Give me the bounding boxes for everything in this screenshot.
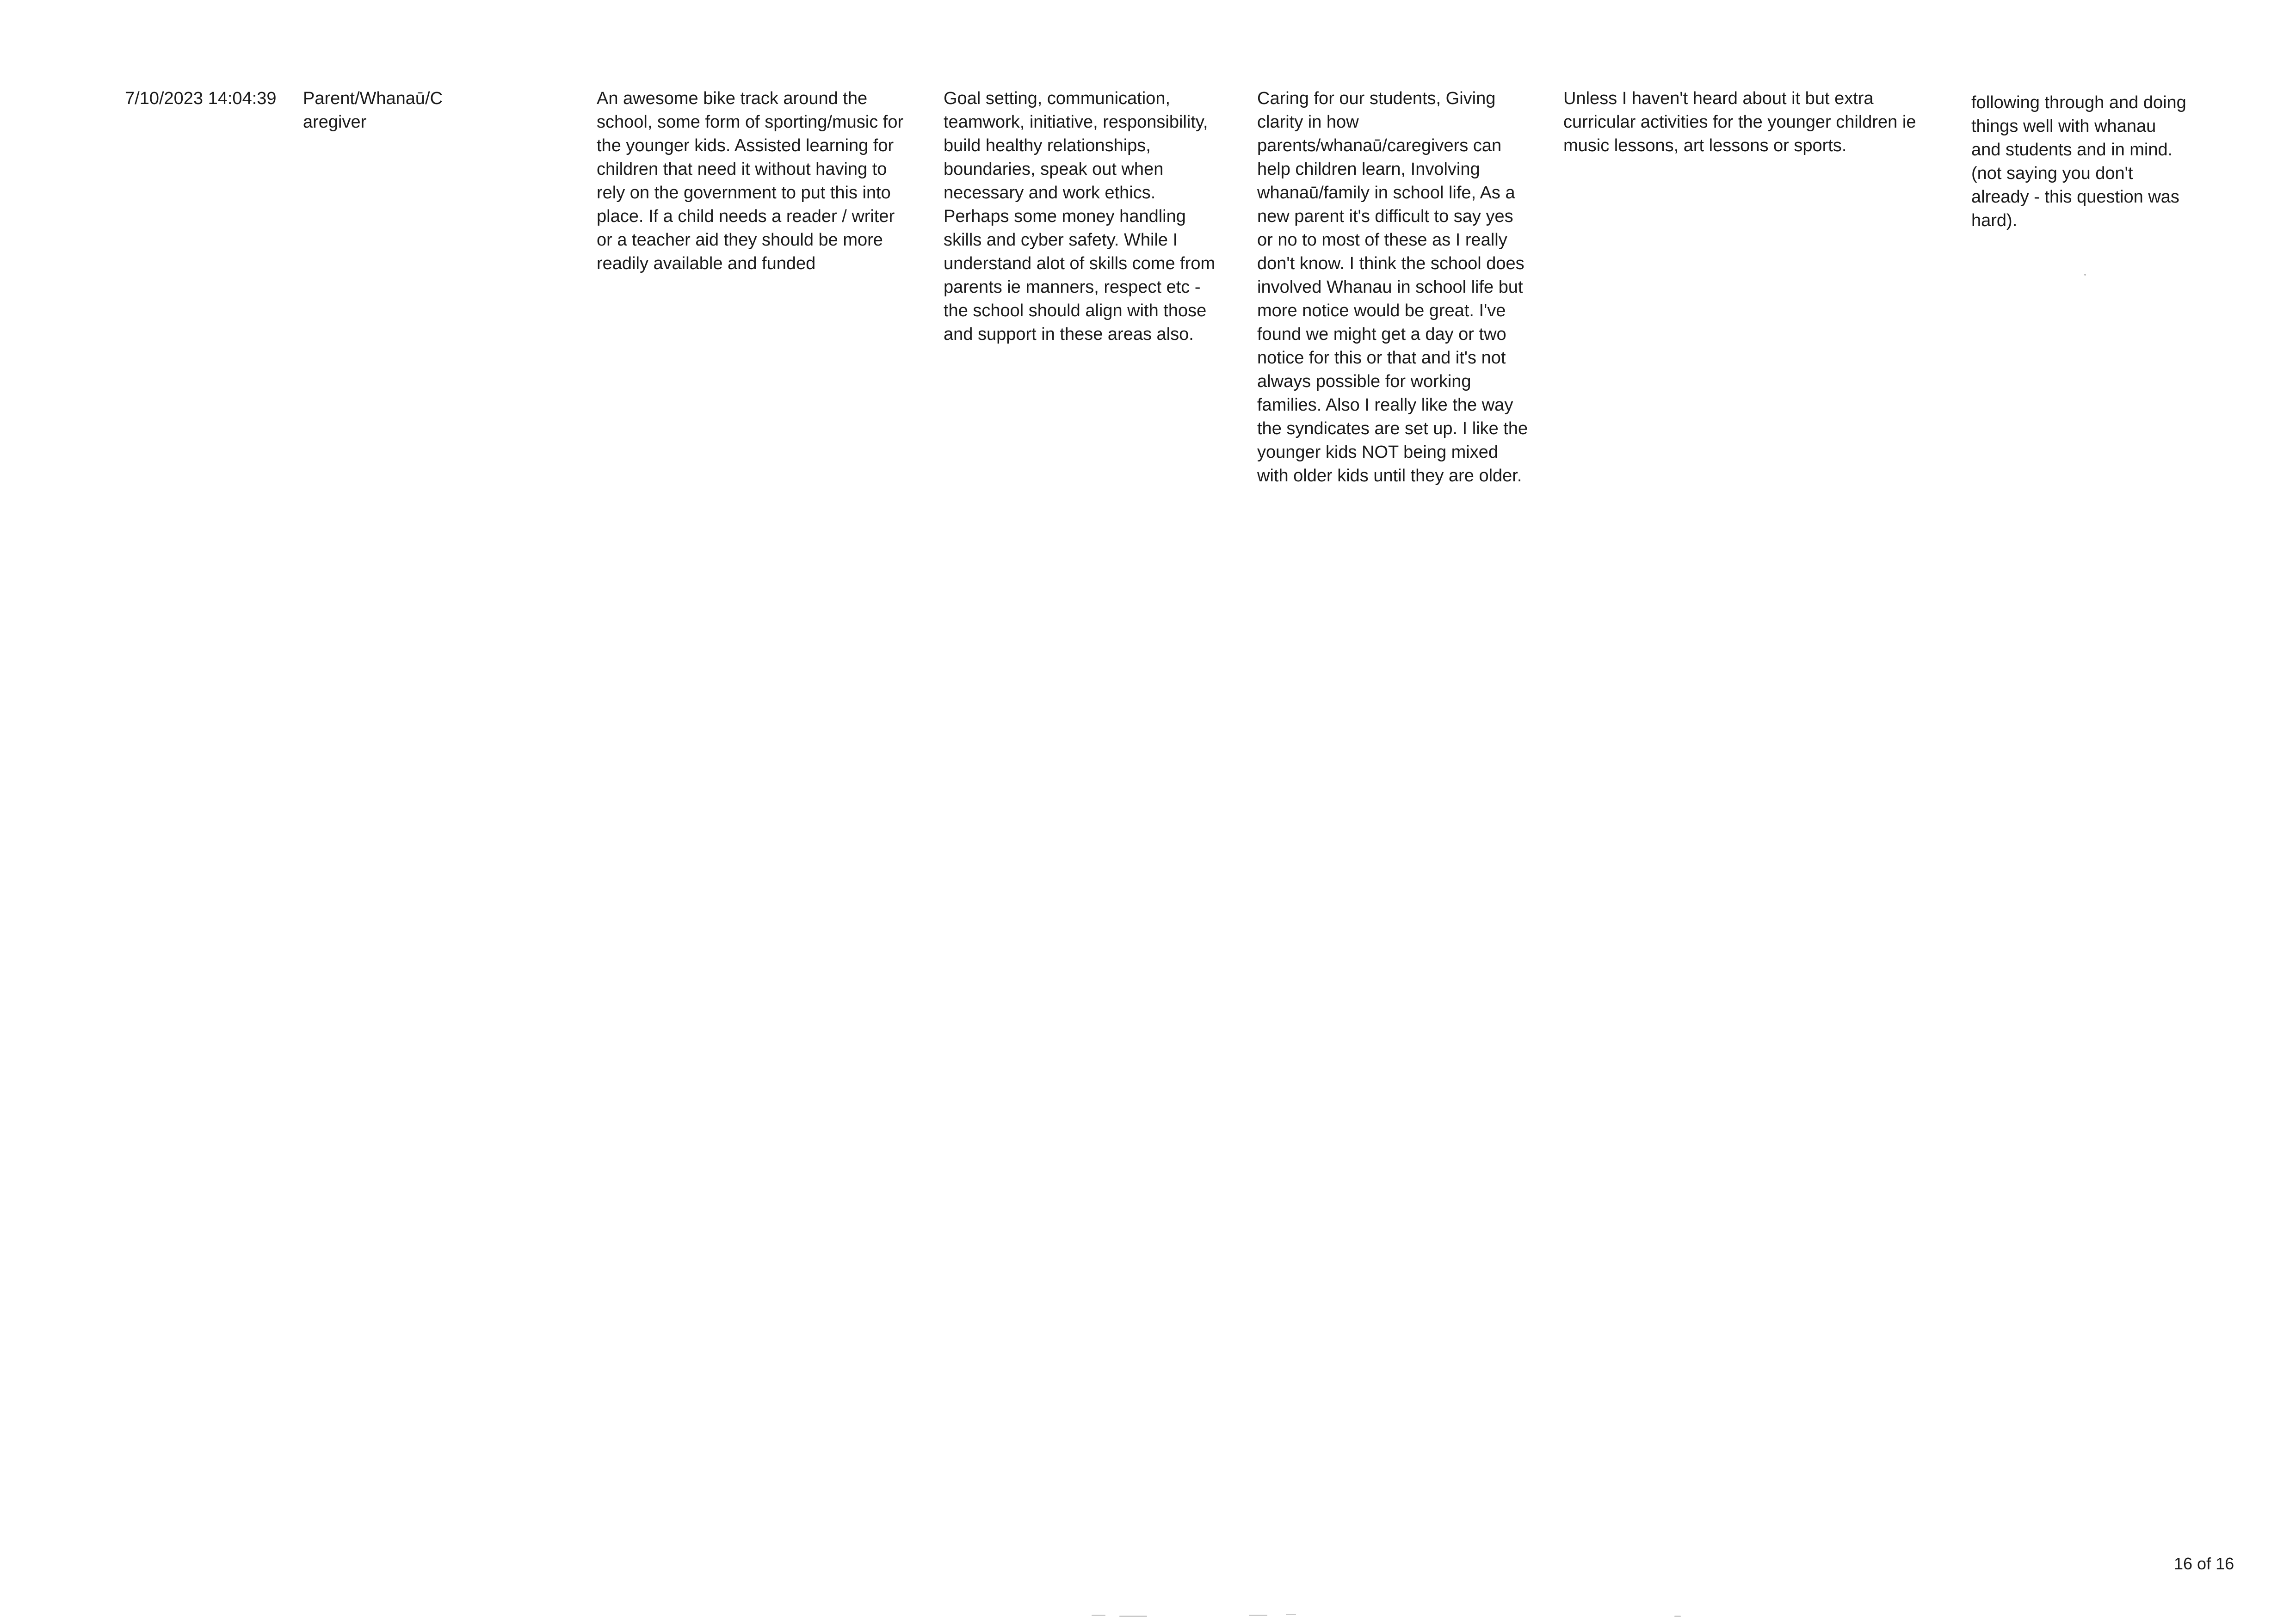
answer-improvements: An awesome bike track around the school, some form of sporting/music for the younger kids. Assisted learning for children that need it without having to rely on the government to put this into place. If a child needs a reader / writer or a teacher aid they should be more readily available and funded [597,89,904,273]
scan-artifact [1674,1616,1681,1617]
answer-school-strengths: following through and doing things well with whanau and students and in mind. (not saying you don't already - this question was hard). [1971,93,2186,230]
answer-priorities: Caring for our students, Giving clarity in how parents/whanaū/caregivers can help children learn, Involving whanaū/family in school life, As a new parent it's difficult to say yes or no to most of these as I really don't know. I think the school does involved Whanau in school life but more notice would be great. I've found we might get a day or two notice for this or that and it's not always possible for working families. Also I really like the way the syndicates are set up. I like the younger kids NOT being mixed with older kids until they are older. [1257,89,1528,486]
scan-artifact [1286,1614,1296,1615]
scan-speck [2084,274,2086,276]
page-number: 16 of 16 [2174,1554,2234,1573]
answer-skills: Goal setting, communication, teamwork, initiative, responsibility, build healthy relationships, boundaries, speak out when necessary and work ethics. Perhaps some money handling skills and cyber safety. While I understand alot of skills come from parents ie manners, respect etc - the school should align with those and support in these areas also. [944,89,1216,344]
scan-artifact [1249,1615,1267,1616]
answer-missing-activities: Unless I haven't heard about it but extra curricular activities for the younger children ie music lessons, art lessons or sports. [1563,89,1916,155]
respondent-role: Parent/Whanaū/C aregiver [303,89,443,132]
scan-artifact [1092,1615,1105,1616]
response-timestamp: 7/10/2023 14:04:39 [125,89,277,108]
scan-artifact [1119,1616,1147,1617]
